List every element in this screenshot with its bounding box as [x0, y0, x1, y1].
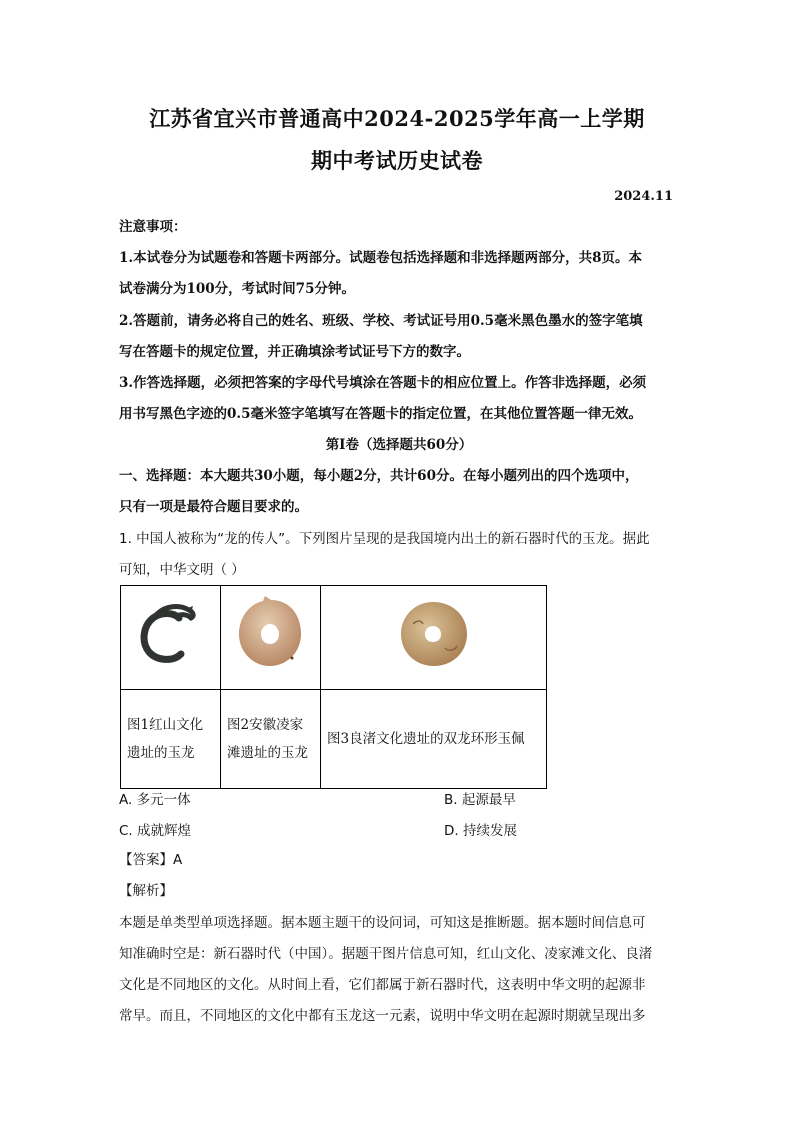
exam-subtitle: 期中考试历史试卷	[311, 148, 483, 173]
section-instruction: 只有一项是最符合题目要求的。	[119, 499, 308, 515]
notice-line: 试卷满分为100分，考试时间75分钟。	[119, 281, 355, 297]
section-instruction: 一、选择题：本大题共30小题，每小题2分，共计60分。在每小题列出的四个选项中，	[119, 468, 639, 484]
figure-2-image	[221, 586, 321, 690]
exam-title: 江苏省宜兴市普通高中2024-2025学年高一上学期	[149, 106, 645, 131]
analysis-line: 本题是单类型单项选择题。据本题主题干的设问词，可知这是推断题。据本题时间信息可	[119, 915, 646, 931]
answer-label: 【答案】A	[119, 852, 183, 868]
figure-2-caption: 图2安徽凌家 滩遗址的玉龙	[221, 690, 321, 789]
option-a: A. 多元一体	[119, 792, 191, 808]
notice-line: 写在答题卡的规定位置，并正确填涂考试证号下方的数字。	[119, 344, 470, 360]
part-title: 第I卷（选择题共60分）	[325, 437, 473, 453]
analysis-line: 知准确时空是：新石器时代（中国）。据题干图片信息可知，红山文化、凌家滩文化、良渚	[119, 946, 653, 962]
analysis-line: 文化是不同地区的文化。从时间上看，它们都属于新石器时代，这表明中华文明的起源非	[119, 977, 646, 993]
notice-line: 1.本试卷分为试题卷和答题卡两部分。试题卷包括选择题和非选择题两部分，共8页。本	[119, 250, 642, 266]
notice-line: 用书写黑色字迹的0.5毫米签字笔填写在答题卡的指定位置，在其他位置答题一律无效。	[119, 406, 642, 422]
notice-heading: 注意事项：	[119, 219, 187, 235]
exam-date: 2024.11	[614, 189, 673, 204]
question-stem: 1. 中国人被称为“龙的传人”。下列图片呈现的是我国境内出土的新石器时代的玉龙。据此	[119, 531, 650, 547]
jade-dragon-ring-icon	[221, 586, 320, 679]
analysis-line: 常早。而且，不同地区的文化中都有玉龙这一元素，说明中华文明在起源时期就呈现出多	[119, 1008, 646, 1024]
jade-dragon-c-icon	[121, 586, 220, 679]
figure-table	[120, 585, 547, 789]
figure-1-caption: 图1红山文化 遗址的玉龙	[121, 690, 221, 789]
notice-line: 2.答题前，请务必将自己的姓名、班级、学校、考试证号用0.5毫米黑色墨水的签字笔填	[119, 313, 643, 329]
option-d: D. 持续发展	[444, 823, 517, 839]
figure-3-image	[321, 586, 547, 690]
figure-3-caption: 图3良渚文化遗址的双龙环形玉佩	[321, 690, 547, 789]
question-stem: 可知，中华文明（ ）	[119, 562, 245, 578]
analysis-heading: 【解析】	[119, 883, 173, 899]
option-c: C. 成就辉煌	[119, 823, 192, 839]
jade-double-dragon-ring-icon	[321, 586, 546, 679]
figure-1-image	[121, 586, 221, 690]
notice-line: 3.作答选择题，必须把答案的字母代号填涂在答题卡的相应位置上。作答非选择题，必须	[119, 375, 647, 391]
option-b: B. 起源最早	[444, 792, 516, 808]
